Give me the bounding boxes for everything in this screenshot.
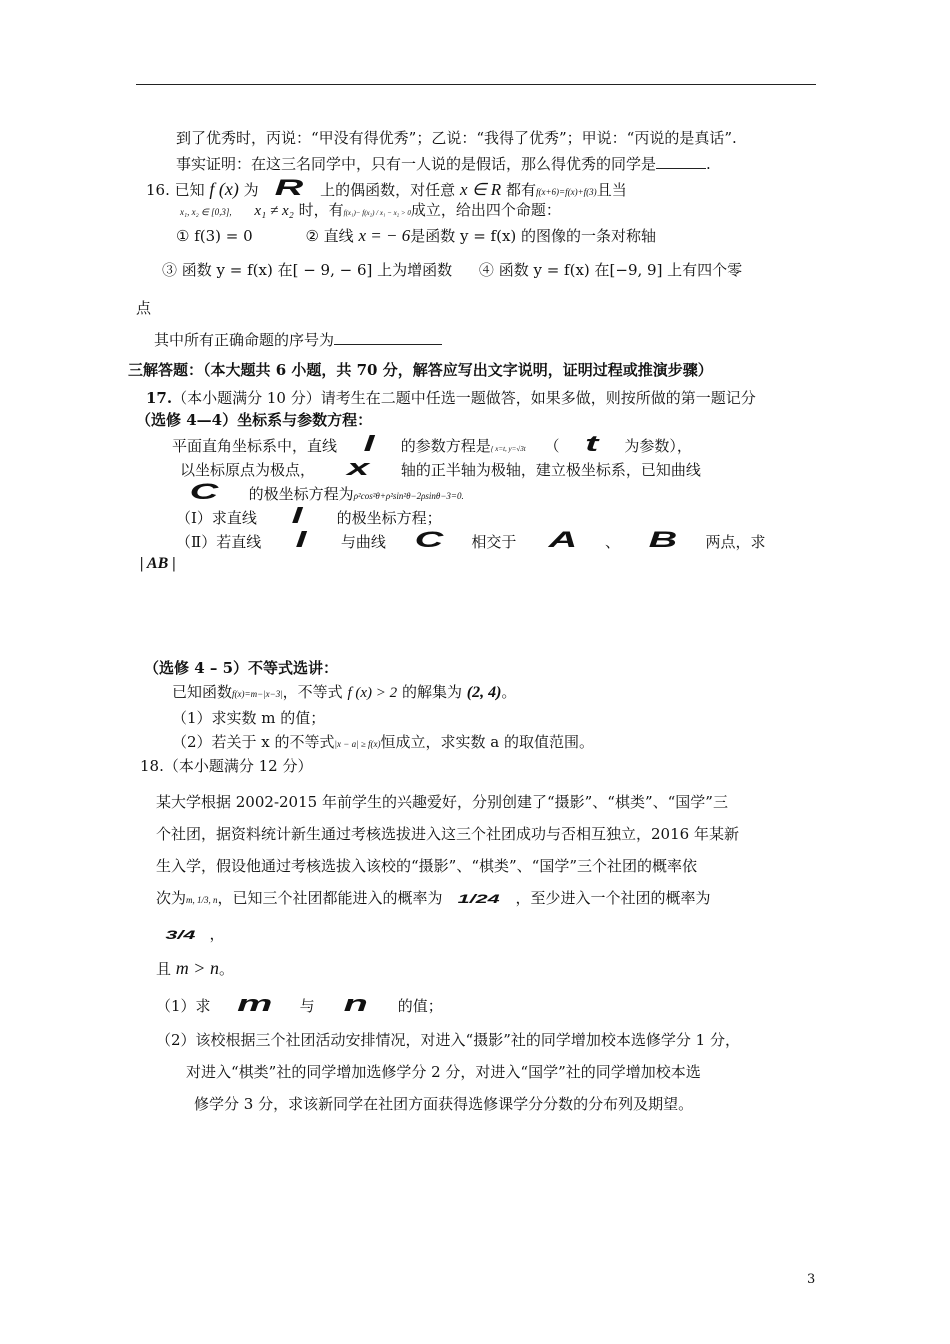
text-line: 点 (136, 299, 152, 317)
text: 成立，给出四个命题： (410, 201, 561, 219)
text: 的极坐标方程； (336, 509, 442, 527)
math: x = − 6 (358, 226, 411, 245)
math: x₁ ≠ x₂ (254, 203, 294, 219)
math: m > n (175, 958, 219, 978)
text: 的极坐标方程为 (248, 485, 354, 503)
text-line (154, 330, 442, 350)
text: （Ⅱ）若直线 (176, 533, 262, 551)
text: 时，有 (298, 201, 344, 219)
text: （Ⅰ）求直线 (176, 509, 257, 527)
text: 、 (605, 533, 621, 551)
question-number: 17. (146, 389, 173, 407)
text: ，至少进入一个社团的概率为 (515, 889, 711, 907)
text-line (156, 924, 224, 945)
text-line: 个社团，据资料统计新生通过考核选拔进入这三个社团成功与否相互独立，2016 年某新 (156, 825, 739, 843)
text: 已知函数 (172, 683, 233, 701)
text: 平面直角坐标系中，直线 (172, 437, 338, 455)
question-18-header: 18.（本小题满分 12 分） (140, 757, 313, 775)
text-line: 生入学，假设他通过考核选拔入该校的“摄影”、“棋类”、“国学”三个社团的概率依 (156, 857, 698, 875)
text: 恒成立，求实数 a 的取值范围。 (380, 733, 594, 751)
proposition-3: ③ 函数 y = f(x) 在[ − 9, − 6] 上为增函数 (162, 261, 453, 279)
text: （本小题满分 10 分）请考生在二题中任选一题做答，如果多做，则按所做的第一题记分 (172, 389, 756, 407)
math-symbol: C (189, 479, 219, 504)
answer-blank (334, 330, 442, 345)
text-line: 修学分 3 分，求该新同学在社团方面获得选修课学分分数的分布列及期望。 (194, 1095, 694, 1113)
text: 与 (299, 997, 315, 1015)
section-heading: 三解答题：（本大题共 6 小题，共 70 分，解答应写出文字说明，证明过程或推演步骤） (128, 361, 713, 379)
math: ρ²cos²θ+ρ²sin²θ−2ρsinθ−3=0. (353, 491, 464, 501)
text-line (189, 479, 464, 506)
text: 的值； (397, 997, 443, 1015)
proposition-line-2 (162, 260, 742, 280)
proposition-line-1 (176, 226, 656, 246)
math-fraction: 3/4 (165, 928, 196, 942)
text: ， (209, 925, 225, 943)
math-symbol: l (291, 503, 303, 528)
text: 为 (243, 181, 259, 199)
text-line (156, 888, 710, 910)
text: 且 (156, 960, 172, 978)
text: 的解集为 (401, 683, 462, 701)
text-line: 到了优秀时，丙说：“甲没有得优秀”；乙说：“我得了优秀”；甲说：“丙说的是真话”. (176, 129, 737, 147)
text: 是函数 y = f(x) 的图像的一条对称轴 (410, 227, 657, 245)
elective-heading: （选修 4—4）坐标系与参数方程： (136, 411, 373, 429)
math: m, 1/3, n (186, 895, 218, 905)
question-16-line-1 (146, 175, 627, 202)
text-line (172, 431, 692, 459)
text: ，已知三个社团都能进入的概率为 (217, 889, 443, 907)
text-line (176, 154, 711, 174)
text: ，不等式 (282, 683, 343, 701)
header-rule (136, 84, 816, 85)
text: 上的偶函数，对任意 (320, 181, 456, 199)
math-fraction: 1/24 (457, 892, 501, 906)
text-line: 对进入“棋类”社的同学增加选修学分 2 分，对进入“国学”社的同学增加校本选 (186, 1063, 701, 1081)
text: 且当 (596, 181, 627, 199)
text: . (706, 155, 711, 173)
text: 16. 已知 (146, 181, 205, 199)
text: （1）求 (156, 997, 211, 1015)
text-line (176, 527, 766, 552)
math: f (x) (209, 179, 239, 199)
text: 。 (218, 960, 234, 978)
math: f(x₁)− f(x₂) / x₁ − x₂ > 0 (343, 209, 411, 217)
text: 为参数）， (624, 437, 692, 455)
math: f (x) > 2 (347, 685, 398, 701)
text: 相交于 (471, 533, 517, 551)
math: x ∈ R (459, 180, 502, 199)
math-symbol: C (414, 527, 443, 552)
text: 其中所有正确命题的序号为 (154, 331, 335, 349)
text-line: （2）该校根据三个社团活动安排情况，对进入“摄影”社的同学增加校本选修学分 1 分， (156, 1031, 740, 1049)
text: 次为 (156, 889, 187, 907)
text: 与曲线 (340, 533, 386, 551)
answer-blank (656, 154, 706, 169)
math-symbol: l (363, 431, 375, 456)
text: （2）若关于 x 的不等式 (172, 733, 335, 751)
proposition-4: ④ 函数 y = f(x) 在[−9, 9] 上有四个零 (478, 261, 743, 279)
math: f(x+6)=f(x)+f(3) (535, 187, 597, 197)
text: 。 (501, 683, 517, 701)
text: 事实证明：在这三名同学中，只有一人说的是假话，那么得优秀的同学是 (176, 155, 657, 173)
elective-heading: （选修 4 – 5）不等式选讲： (144, 659, 339, 677)
text-line: （1）求实数 m 的值； (172, 709, 326, 727)
math: x₁, x₂ ∈ [0,3], (180, 207, 232, 217)
math: (2, 4) (466, 684, 502, 701)
text-line: 某大学根据 2002-2015 年前学生的兴趣爱好，分别创建了“摄影”、“棋类”、“国学”三 (156, 793, 728, 811)
math-symbol: t (585, 431, 599, 456)
text-line (172, 732, 594, 754)
text-line (180, 455, 701, 480)
page-number: 3 (807, 1272, 816, 1287)
question-16-line-2 (180, 200, 561, 223)
text: 都有 (505, 181, 536, 199)
text: 轴的正半轴为极轴，建立极坐标系，已知曲线 (400, 461, 701, 479)
math-symbol: n (344, 991, 369, 1016)
math: { x=t, y=√3t (490, 445, 526, 453)
math-symbol: l (295, 527, 307, 552)
text: 以坐标原点为极点， (180, 461, 316, 479)
text-line (156, 958, 234, 979)
math: |x − a| ≥ f(x) (334, 739, 381, 749)
math-symbol: x (346, 455, 369, 480)
math: f(x)=m−|x−3| (232, 689, 283, 699)
text-line (176, 503, 442, 528)
math-symbol: A (548, 527, 578, 552)
math: | AB | (140, 555, 176, 572)
math-symbol: m (237, 991, 273, 1016)
question-17-header (146, 388, 756, 408)
text: 的参数方程是 (400, 437, 491, 455)
text: ② 直线 (305, 227, 354, 245)
math-symbol: B (648, 527, 678, 552)
text: 两点，求 (705, 533, 766, 551)
text-line (156, 991, 443, 1016)
math-symbol: R (275, 175, 304, 200)
text-line (172, 682, 516, 704)
proposition-1: ① f(3) = 0 (176, 227, 253, 245)
text: （ (544, 437, 560, 455)
